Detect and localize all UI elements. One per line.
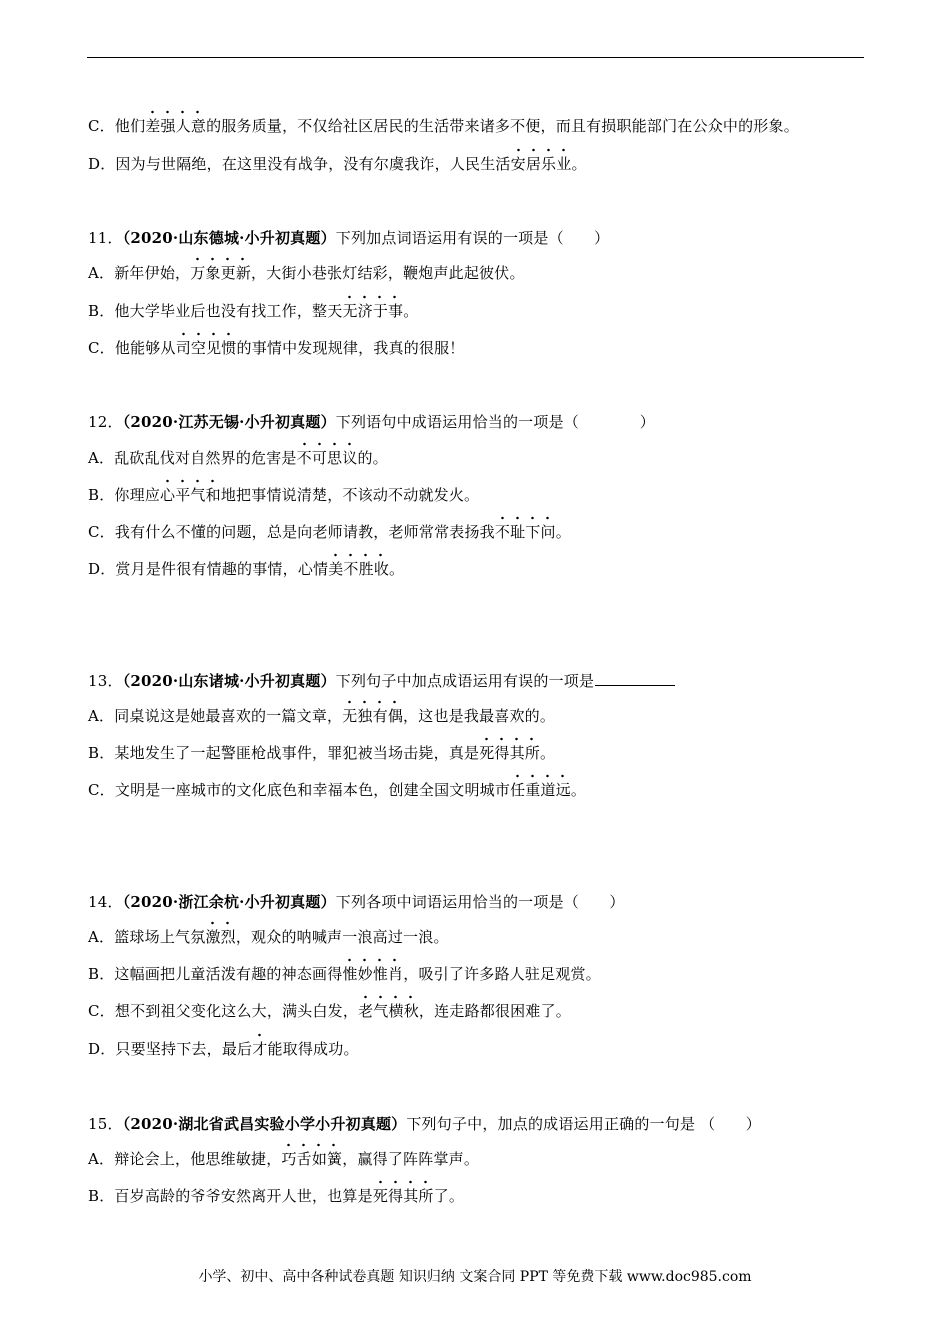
text-run: C．他们 xyxy=(88,117,146,135)
text-run: C．我有什么不懂的问题，总是向老师请教，老师常常表扬我 xyxy=(88,523,495,541)
text-run: ，吸引了许多路人驻足观赏。 xyxy=(403,965,601,983)
text-run: D．只要坚持下去，最后 xyxy=(88,1040,253,1058)
text-run: C．想不到祖父变化这么大，满头白发， xyxy=(88,1002,359,1020)
text-run: 。 xyxy=(570,781,587,799)
q12-option-b xyxy=(88,485,479,505)
text-run: 。 xyxy=(571,155,587,173)
dotted-emphasis: 无济于事 xyxy=(342,302,404,320)
q12-option-c xyxy=(88,522,571,542)
q14-source: （2020·浙江余杭·小升初真题） xyxy=(122,893,336,911)
text-run: 下列句子中加点成语运用有误的一项是 xyxy=(335,672,595,690)
text-run: B．百岁高龄的爷爷安然离开人世，也算是 xyxy=(88,1187,373,1205)
q11-option-a xyxy=(88,263,525,283)
text-run: A．辩论会上，他思维敏捷， xyxy=(88,1150,282,1168)
text-run: 。 xyxy=(555,523,571,541)
q12-option-a xyxy=(88,448,388,468)
dotted-emphasis: 万象更新 xyxy=(190,264,252,282)
page-footer: 小学、初中、高中各种试卷真题 知识归纳 文案合同 PPT 等免费下载 www.doc985.com xyxy=(198,1269,752,1285)
q10-option-c xyxy=(88,116,799,136)
text-run: 。 xyxy=(389,560,405,578)
q11-number: 11． xyxy=(88,229,123,247)
dotted-emphasis: 才 xyxy=(252,1040,268,1058)
q12-source: （2020·江苏无锡·小升初真题） xyxy=(122,413,336,431)
q14-option-d xyxy=(88,1039,359,1059)
text-run: 地把事情说清楚，不该动不动就发火。 xyxy=(220,486,480,504)
text-run: 的服务质量，不仅给社区居民的生活带来诸多不便，而且有损职能部门在公众中的形象。 xyxy=(206,117,799,135)
q10-option-d xyxy=(88,154,587,174)
q15-option-a xyxy=(88,1149,479,1169)
q13-option-c xyxy=(88,780,586,800)
dotted-emphasis: 美不胜收 xyxy=(328,560,390,578)
q12-number: 12． xyxy=(88,413,123,431)
q15-stem xyxy=(88,1114,761,1134)
dotted-emphasis: 惟妙惟肖 xyxy=(342,965,404,983)
text-run: 。 xyxy=(540,744,556,762)
text-run: 。 xyxy=(403,302,419,320)
text-run: B．某地发生了一起警匪枪战事件，罪犯被当场击毙，真是 xyxy=(88,744,480,762)
text-run: 能取得成功。 xyxy=(267,1040,359,1058)
dotted-emphasis: 心平气和 xyxy=(160,486,221,504)
text-run: ，连走路都很困难了。 xyxy=(418,1002,571,1020)
q15-source: （2020·湖北省武昌实验小学小升初真题） xyxy=(122,1115,407,1133)
text-run: 下列语句中成语运用恰当的一项是（ ） xyxy=(335,413,655,431)
q13-option-a xyxy=(88,706,555,726)
text-run: C．文明是一座城市的文化底色和幸福本色，创建全国文明城市 xyxy=(88,781,511,799)
text-run: ，这也是我最喜欢的。 xyxy=(403,707,556,725)
text-run: 下列句子中，加点的成语运用正确的一句是 （ ） xyxy=(406,1115,761,1133)
dotted-emphasis: 巧舌如簧 xyxy=(281,1150,343,1168)
text-run: D．因为与世隔绝，在这里没有战争，没有尔虞我诈，人民生活 xyxy=(88,155,511,173)
q14-option-b xyxy=(88,964,601,984)
text-run: 了。 xyxy=(433,1187,465,1205)
text-run: ，赢得了阵阵掌声。 xyxy=(342,1150,480,1168)
q15-number: 15． xyxy=(88,1115,123,1133)
dotted-emphasis: 激烈 xyxy=(205,928,236,946)
dotted-emphasis: 不耻下问 xyxy=(494,523,556,541)
answer-blank xyxy=(595,671,675,686)
text-run: 下列加点词语运用有误的一项是（ ） xyxy=(335,229,610,247)
dotted-emphasis: 老气横秋 xyxy=(358,1002,419,1020)
text-run: 下列各项中词语运用恰当的一项是（ ） xyxy=(335,893,625,911)
dotted-emphasis: 不可思议 xyxy=(296,449,358,467)
dotted-emphasis: 任重道远 xyxy=(510,781,571,799)
text-run: 的事情中发现规律，我真的很服！ xyxy=(236,339,465,357)
q13-number: 13． xyxy=(88,672,123,690)
dotted-emphasis: 死得其所 xyxy=(479,744,541,762)
text-run: A．同桌说这是她最喜欢的一篇文章， xyxy=(88,707,343,725)
q12-stem xyxy=(88,412,655,432)
q10-option-d-dotted: 安居乐业 xyxy=(510,155,572,173)
text-run: C．他能够从 xyxy=(88,339,176,357)
q13-option-b xyxy=(88,743,555,763)
dotted-emphasis: 死得其所 xyxy=(372,1187,434,1205)
text-run: D．赏月是件很有情趣的事情，心情 xyxy=(88,560,329,578)
q10-option-c-dotted: 差强人意 xyxy=(145,117,207,135)
text-run: B．你理应 xyxy=(88,486,161,504)
text-run: B．他大学毕业后也没有找工作，整天 xyxy=(88,302,343,320)
q11-source: （2020·山东德城·小升初真题） xyxy=(122,229,336,247)
text-run: A．新年伊始， xyxy=(88,264,191,282)
text-run: A．篮球场上气氛 xyxy=(88,928,206,946)
text-run: ，大街小巷张灯结彩，鞭炮声此起彼伏。 xyxy=(251,264,525,282)
text-run: ，观众的呐喊声一浪高过一浪。 xyxy=(235,928,449,946)
header-rule xyxy=(87,57,864,58)
text-run: B．这幅画把儿童活泼有趣的神态画得 xyxy=(88,965,343,983)
q11-option-c xyxy=(88,338,465,358)
q14-option-c xyxy=(88,1001,571,1021)
text-run: 的。 xyxy=(357,449,388,467)
q12-option-d xyxy=(88,559,404,579)
text-run: A．乱砍乱伐对自然界的危害是 xyxy=(88,449,297,467)
q11-option-b xyxy=(88,301,418,321)
q11-stem xyxy=(88,228,609,248)
q13-source: （2020·山东诸城·小升初真题） xyxy=(122,672,336,690)
q14-option-a xyxy=(88,927,449,947)
q14-stem xyxy=(88,892,625,912)
q15-option-b xyxy=(88,1186,464,1206)
q13-stem xyxy=(88,671,675,691)
dotted-emphasis: 司空见惯 xyxy=(175,339,237,357)
q14-number: 14． xyxy=(88,893,123,911)
dotted-emphasis: 无独有偶 xyxy=(342,707,404,725)
